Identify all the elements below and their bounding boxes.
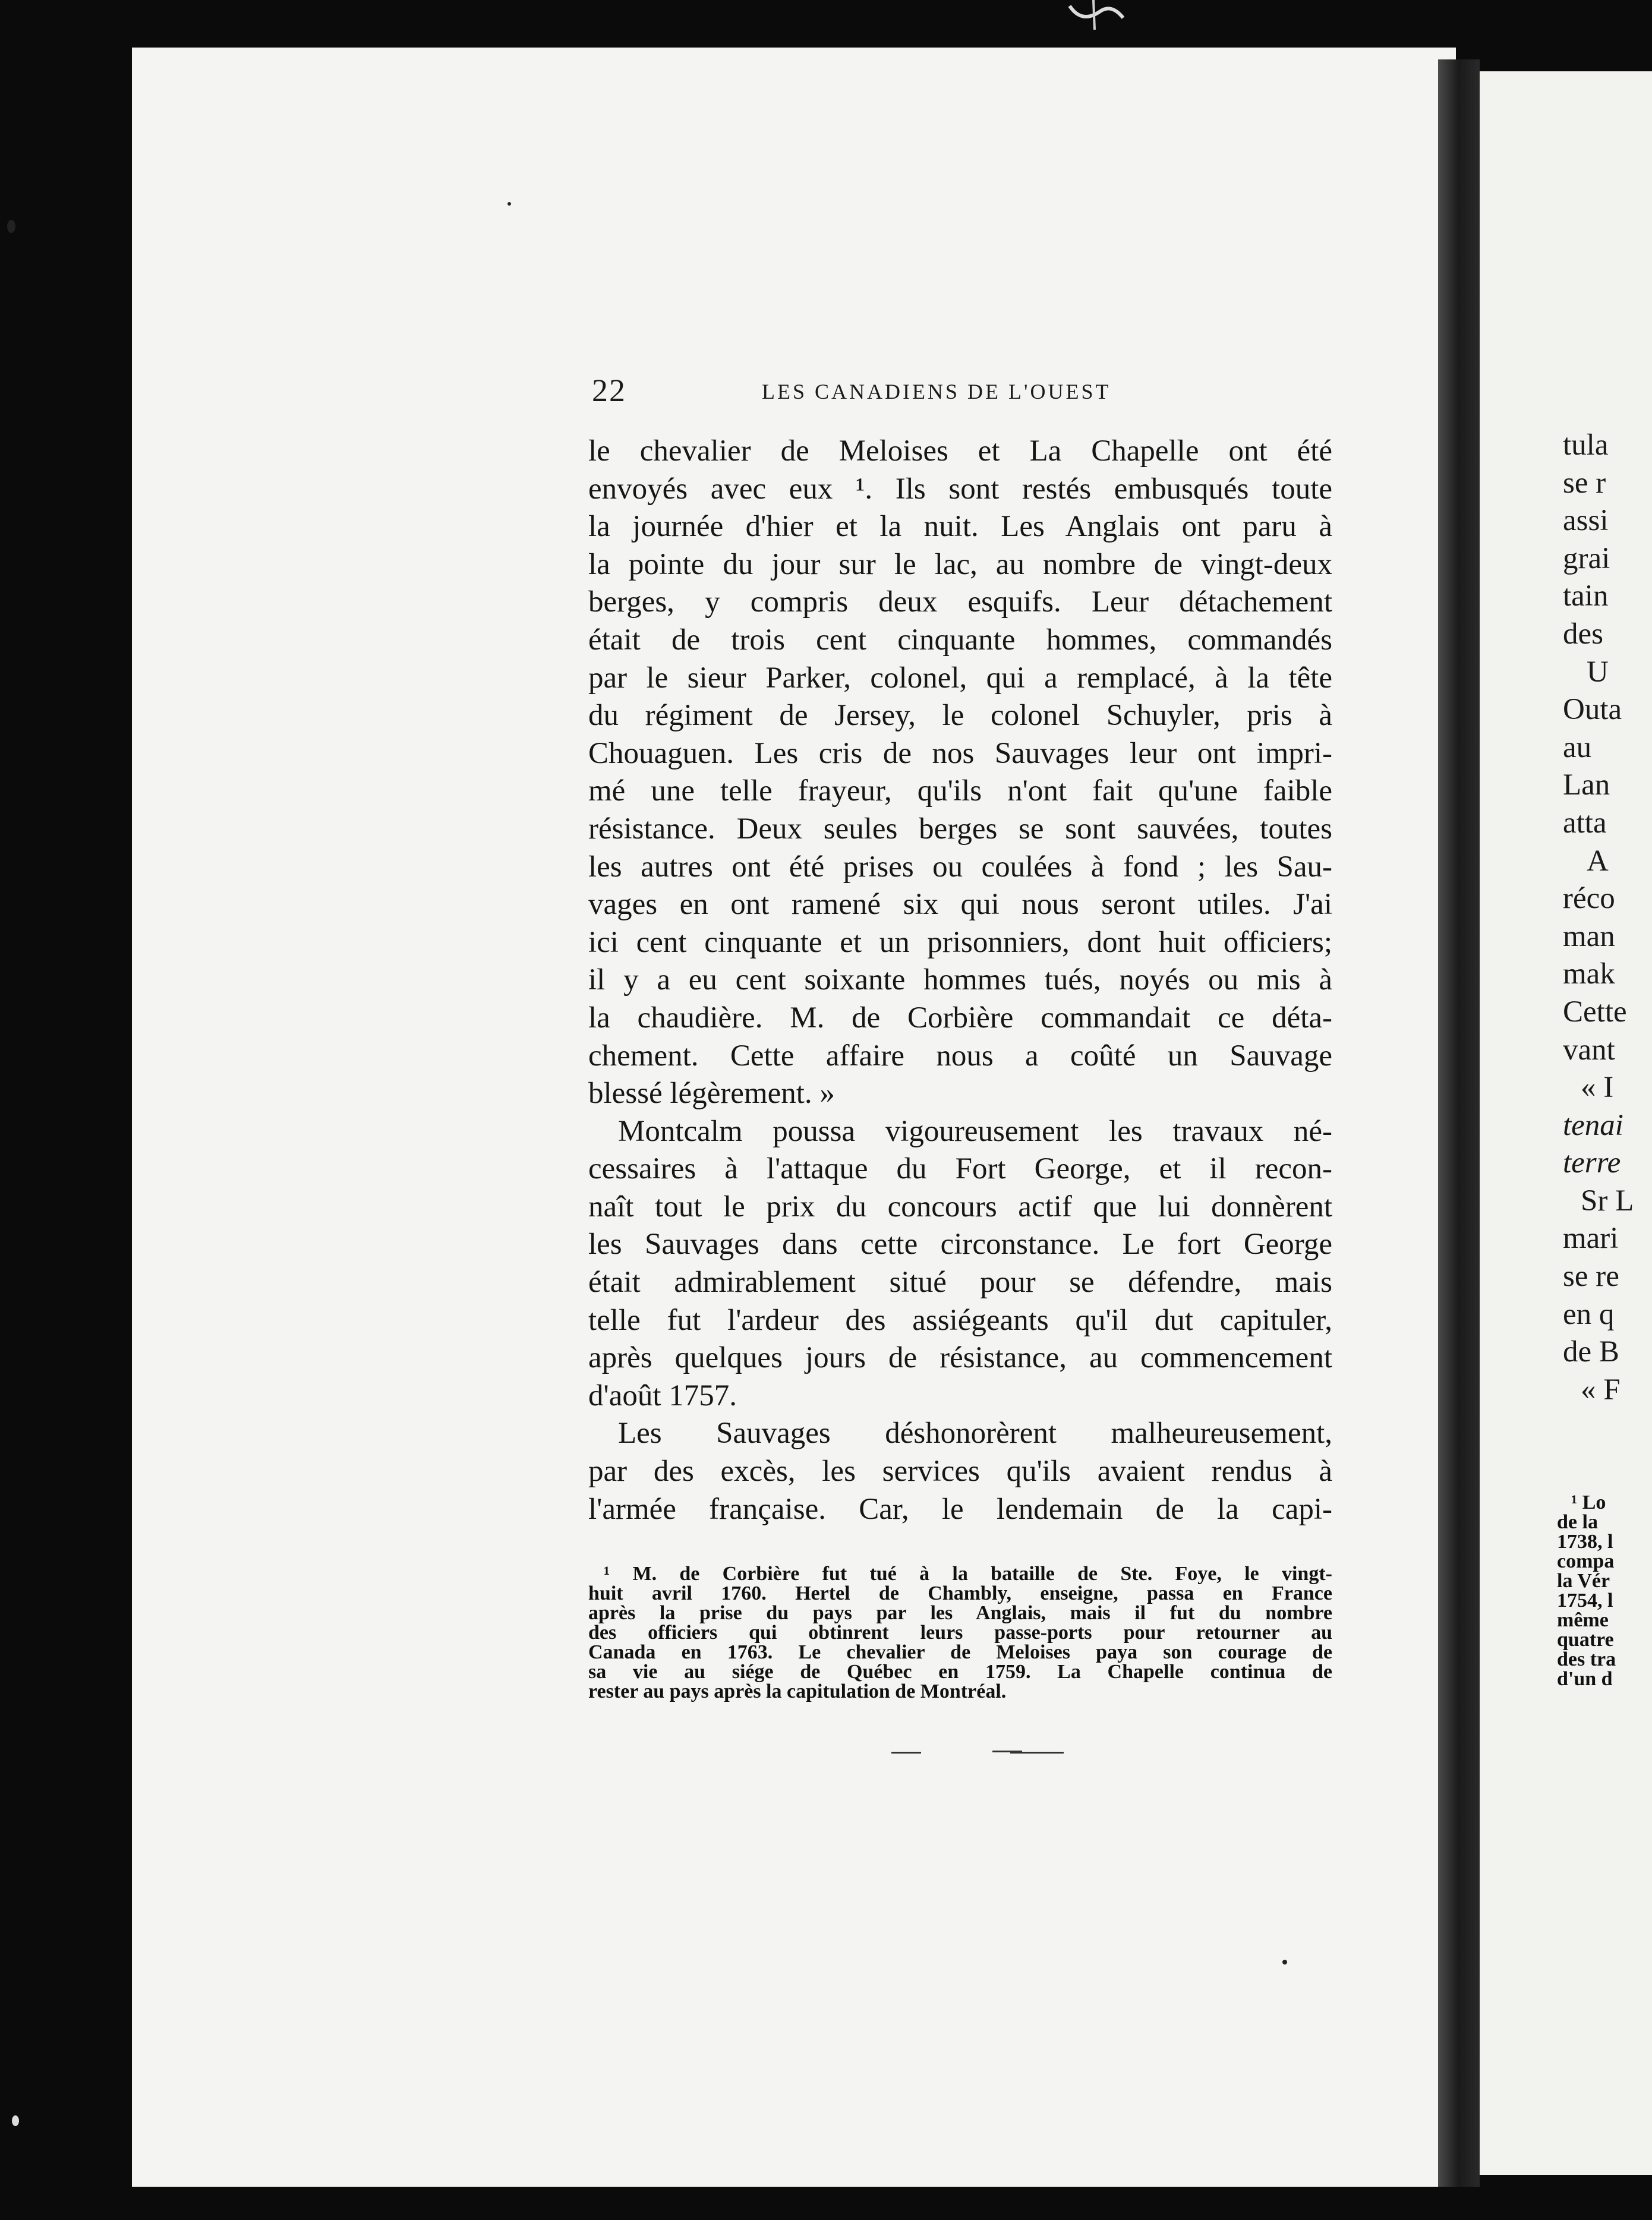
right-text-line: Sr L: [1581, 1184, 1634, 1218]
text-line: la pointe du jour sur le lac, au nombre de vingt-deux: [588, 547, 1332, 581]
footnote-line: ¹ M. de Corbière fut tué à la bataille de Ste. Foye, le vingt-: [604, 1563, 1332, 1585]
right-footnote-line: ¹ Lo: [1571, 1491, 1606, 1513]
right-footnote-line: compa: [1557, 1550, 1615, 1572]
text-line: la chaudière. M. de Corbière commandait ce déta-: [588, 1001, 1332, 1035]
footnotes: [588, 1564, 1332, 1701]
text-line: résistance. Deux seules berges se sont sauvées, toutes: [588, 812, 1332, 846]
text-line: par le sieur Parker, colonel, qui a remplacé, à la tête: [588, 661, 1332, 695]
footnote-line: des officiers qui obtinrent leurs passe-ports pour retourner au: [588, 1622, 1332, 1644]
right-text-line: assi: [1563, 504, 1609, 538]
text-line: il y a eu cent soixante hommes tués, noyés ou mis à: [588, 963, 1332, 997]
right-text-line: tula: [1563, 428, 1609, 462]
text-line: le chevalier de Meloises et La Chapelle ont été: [588, 434, 1332, 468]
right-text-line: U: [1587, 655, 1609, 689]
body-text: [588, 433, 1332, 1528]
text-line: Montcalm poussa vigoureusement les travaux né-: [618, 1114, 1332, 1148]
right-text-line: « F: [1581, 1373, 1621, 1407]
right-text-line: Outa: [1563, 693, 1622, 727]
right-page-footnotes: [1557, 1493, 1616, 1689]
right-text-line: de B: [1563, 1335, 1619, 1369]
end-ornament-rule: [891, 1751, 1070, 1754]
footnote-line: Canada en 1763. Le chevalier de Meloises paya son courage de: [588, 1641, 1332, 1663]
text-line: blessé légèrement. »: [588, 1077, 835, 1111]
text-line: l'armée française. Car, le lendemain de la capi-: [588, 1492, 1332, 1526]
text-line: Chouaguen. Les cris de nos Sauvages leur ont impri-: [588, 736, 1332, 770]
page-number: 22: [592, 373, 626, 408]
text-line: ici cent cinquante et un prisonniers, dont huit officiers;: [588, 925, 1332, 959]
footnote-line: rester au pays après la capitulation de Montréal.: [588, 1680, 1007, 1702]
text-line: chement. Cette affaire nous a coûté un Sauvage: [588, 1039, 1332, 1073]
text-line: naît tout le prix du concours actif que lui donnèrent: [588, 1190, 1332, 1223]
scan-speck: [1282, 1960, 1287, 1964]
text-line: cessaires à l'attaque du Fort George, et il recon-: [588, 1152, 1332, 1186]
text-line: telle fut l'ardeur des assiégeants qu'il dut capituler,: [588, 1303, 1332, 1337]
right-text-line: tenai: [1563, 1108, 1623, 1142]
right-footnote-line: la Vér: [1557, 1570, 1610, 1592]
right-text-line: mak: [1563, 957, 1615, 991]
right-text-line: mari: [1563, 1222, 1619, 1256]
top-smudge-mark: [1058, 0, 1141, 36]
text-line: la journée d'hier et la nuit. Les Anglais ont paru à: [588, 510, 1332, 544]
footnote-line: huit avril 1760. Hertel de Chambly, enseigne, passa en France: [588, 1582, 1332, 1604]
right-text-line: réco: [1563, 882, 1615, 916]
right-footnote-line: 1738, l: [1557, 1531, 1613, 1553]
text-line: était de trois cent cinquante hommes, commandés: [588, 623, 1332, 657]
right-text-line: Cette: [1563, 995, 1627, 1029]
right-text-line: grai: [1563, 541, 1610, 575]
right-page-text: [1563, 427, 1634, 1409]
right-footnote-line: de la: [1557, 1511, 1598, 1533]
text-line: du régiment de Jersey, le colonel Schuyler, pris à: [588, 699, 1332, 733]
right-footnote-line: des tra: [1557, 1648, 1616, 1670]
text-line: Les Sauvages déshonorèrent malheureusement,: [618, 1417, 1332, 1450]
scan-speck: [12, 2115, 19, 2126]
scan-speck: [7, 220, 15, 233]
right-footnote-line: 1754, l: [1557, 1590, 1613, 1612]
right-text-line: au: [1563, 730, 1592, 764]
right-text-line: « I: [1581, 1071, 1614, 1105]
right-text-line: vant: [1563, 1033, 1615, 1067]
text-line: berges, y compris deux esquifs. Leur détachement: [588, 585, 1332, 619]
right-text-line: atta: [1563, 806, 1607, 840]
right-text-line: terre: [1563, 1146, 1621, 1180]
text-line: les autres ont été prises ou coulées à fond ; les Sau-: [588, 850, 1332, 884]
right-footnote-line: même: [1557, 1609, 1609, 1631]
text-line: par des excès, les services qu'ils avaient rendus à: [588, 1455, 1332, 1489]
text-line: était admirablement situé pour se défendre, mais: [588, 1266, 1332, 1300]
right-footnote-line: d'un d: [1557, 1668, 1613, 1690]
right-text-line: se r: [1563, 466, 1606, 500]
text-line: les Sauvages dans cette circonstance. Le fort George: [588, 1228, 1332, 1262]
scan-speck: [507, 202, 511, 206]
right-text-line: A: [1587, 844, 1609, 878]
right-text-line: Lan: [1563, 768, 1610, 802]
page-gutter: [1438, 59, 1480, 2187]
page-header: [592, 372, 1331, 408]
right-text-line: en q: [1563, 1297, 1615, 1331]
right-text-line: se re: [1563, 1260, 1619, 1294]
right-text-line: des: [1563, 617, 1603, 651]
running-title: LES CANADIENS DE L'OUEST: [762, 380, 1111, 403]
text-line: vages en ont ramené six qui nous seront utiles. J'ai: [588, 888, 1332, 922]
right-footnote-line: quatre: [1557, 1629, 1614, 1651]
right-text-line: tain: [1563, 579, 1609, 613]
footnote-line: après la prise du pays par les Anglais, mais il fut du nombre: [588, 1602, 1332, 1624]
text-line: mé une telle frayeur, qu'ils n'ont fait qu'une faible: [588, 774, 1332, 808]
text-line: d'août 1757.: [588, 1379, 737, 1412]
text-line: envoyés avec eux ¹. Ils sont restés embusqués toute: [588, 472, 1332, 506]
footnote-line: sa vie au siége de Québec en 1759. La Chapelle continua de: [588, 1661, 1332, 1683]
right-text-line: man: [1563, 919, 1615, 953]
text-line: après quelques jours de résistance, au commencement: [588, 1341, 1332, 1375]
